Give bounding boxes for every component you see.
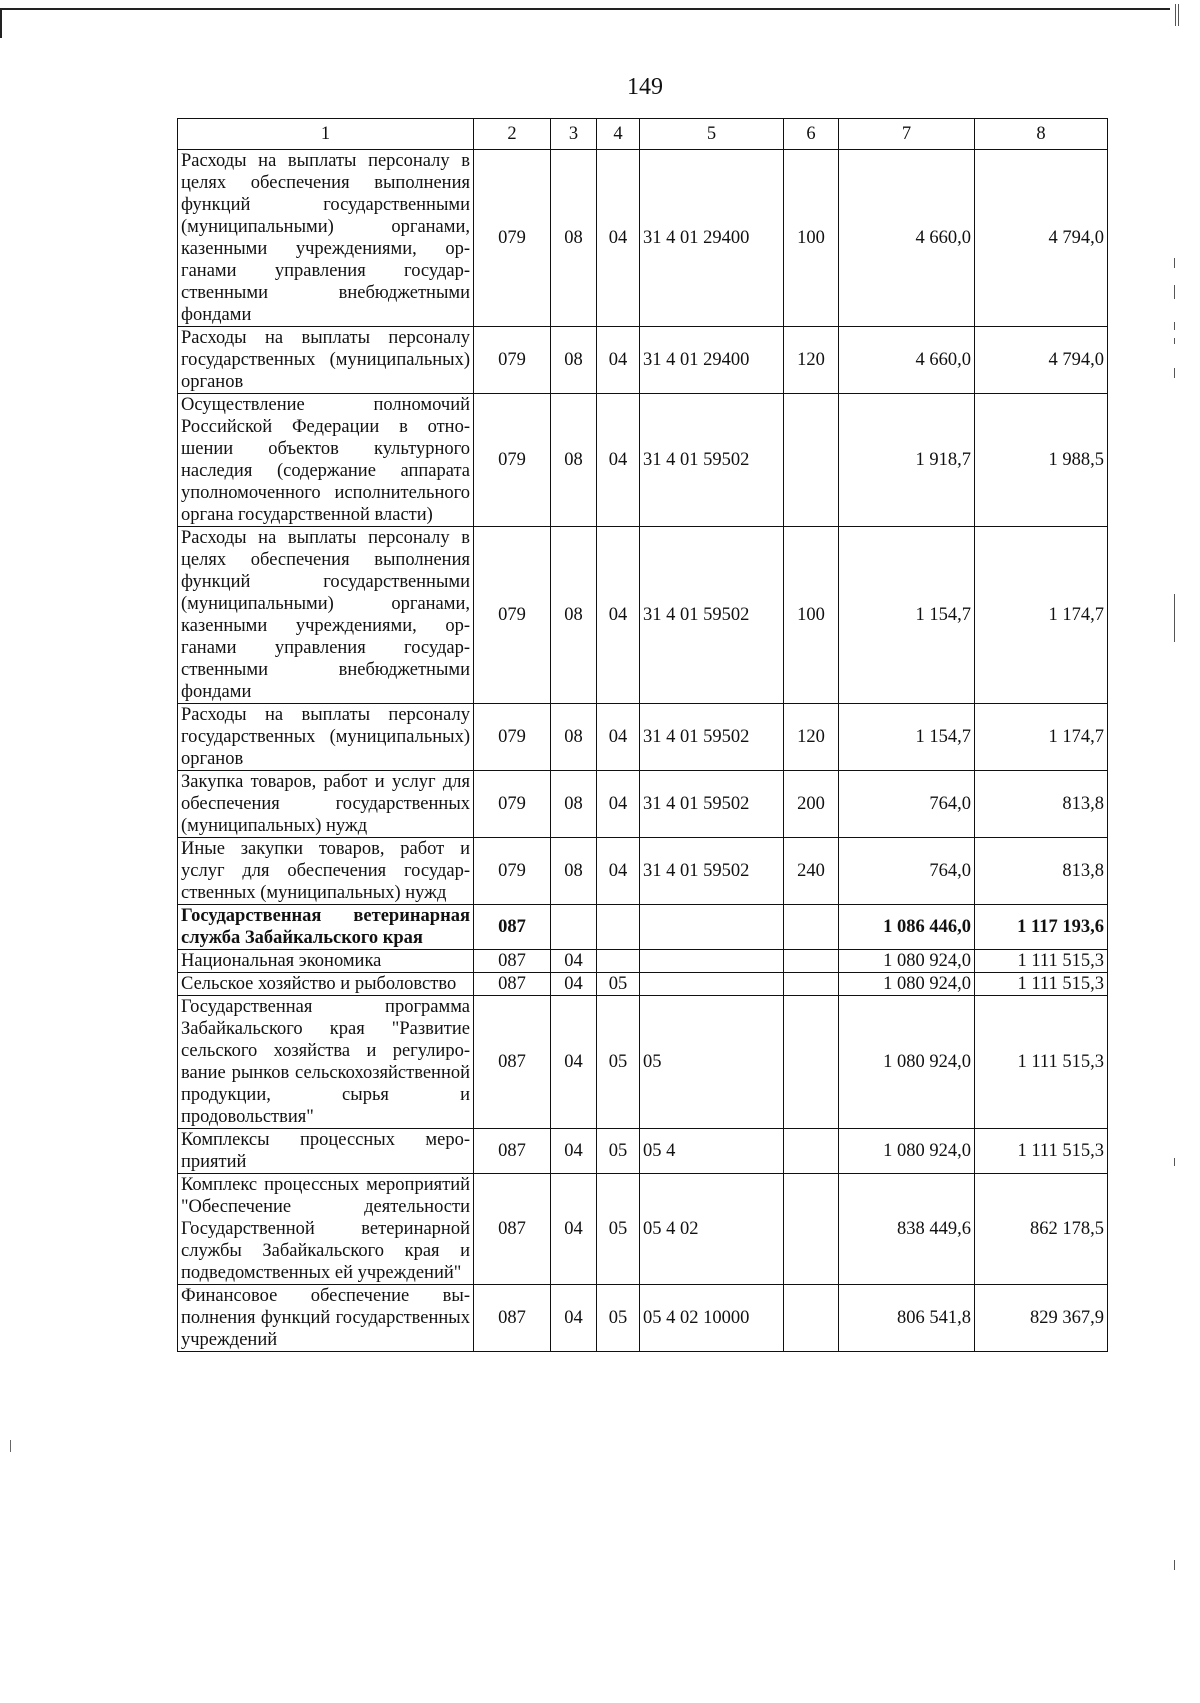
scan-edge-marks-left	[10, 0, 14, 1703]
cell-ministry-code: 079	[474, 838, 551, 905]
cell-target-article	[640, 973, 784, 996]
cell-amount-year2: 1 111 515,3	[975, 1129, 1108, 1174]
cell-ministry-code: 079	[474, 527, 551, 704]
column-header: 5	[640, 119, 784, 150]
cell-amount-year1: 1 080 924,0	[839, 973, 975, 996]
table-row	[178, 527, 1108, 704]
cell-subsection: 05	[597, 996, 640, 1129]
cell-expense-type: 120	[784, 704, 839, 771]
cell-target-article: 05	[640, 996, 784, 1129]
cell-amount-year2: 813,8	[975, 838, 1108, 905]
cell-amount-year2: 829 367,9	[975, 1285, 1108, 1352]
table-row	[178, 973, 1108, 996]
cell-ministry-code: 087	[474, 1174, 551, 1285]
scan-border-left	[0, 8, 2, 38]
cell-subsection: 04	[597, 527, 640, 704]
cell-target-article	[640, 905, 784, 950]
cell-ministry-code: 079	[474, 327, 551, 394]
cell-expense-type	[784, 973, 839, 996]
cell-subsection: 04	[597, 771, 640, 838]
row-description: Закупка товаров, работ и услуг для обеспечения государственных (муниципальных) нужд	[178, 771, 474, 838]
column-header: 4	[597, 119, 640, 150]
scan-edge-marks-right	[1174, 0, 1180, 1703]
row-description: Иные закупки товаров, работ и услуг для обеспечения государственных (муниципальных) нужд	[178, 838, 474, 905]
cell-subsection: 04	[597, 704, 640, 771]
cell-section: 08	[551, 771, 597, 838]
row-description: Комплексы процессных мероприятий	[178, 1129, 474, 1174]
cell-subsection: 05	[597, 1285, 640, 1352]
column-header: 3	[551, 119, 597, 150]
column-header: 8	[975, 119, 1108, 150]
cell-target-article: 31 4 01 59502	[640, 771, 784, 838]
cell-ministry-code: 087	[474, 996, 551, 1129]
cell-ministry-code: 079	[474, 771, 551, 838]
cell-ministry-code: 087	[474, 950, 551, 973]
cell-amount-year2: 862 178,5	[975, 1174, 1108, 1285]
cell-section: 08	[551, 327, 597, 394]
cell-section: 04	[551, 996, 597, 1129]
cell-amount-year2: 1 174,7	[975, 527, 1108, 704]
cell-section: 04	[551, 1174, 597, 1285]
row-description: Финансовое обеспечение выполнения функций государственных учреждений	[178, 1285, 474, 1352]
column-header: 6	[784, 119, 839, 150]
cell-expense-type	[784, 394, 839, 527]
cell-subsection: 05	[597, 1129, 640, 1174]
cell-subsection	[597, 905, 640, 950]
cell-target-article: 31 4 01 29400	[640, 150, 784, 327]
cell-ministry-code: 079	[474, 394, 551, 527]
cell-expense-type: 100	[784, 527, 839, 704]
row-description: Сельское хозяйство и рыболовство	[178, 973, 474, 996]
cell-amount-year2: 1 111 515,3	[975, 950, 1108, 973]
cell-target-article: 31 4 01 29400	[640, 327, 784, 394]
cell-amount-year1: 1 080 924,0	[839, 996, 975, 1129]
row-description: Расходы на выплаты персоналу государственных (муниципальных) органов	[178, 704, 474, 771]
row-description: Комплекс процессных мероприятий "Обеспечение деятельности Государственной ветеринарной службы Забайкальского края и подведомственных ей учреждений"	[178, 1174, 474, 1285]
header-row	[178, 119, 1108, 150]
row-description: Национальная экономика	[178, 950, 474, 973]
cell-expense-type: 100	[784, 150, 839, 327]
cell-expense-type	[784, 1129, 839, 1174]
cell-section: 08	[551, 838, 597, 905]
cell-subsection: 04	[597, 327, 640, 394]
row-description: Государственная ветеринарная служба Забайкальского края	[178, 905, 474, 950]
cell-section: 04	[551, 1129, 597, 1174]
cell-expense-type: 120	[784, 327, 839, 394]
table-row	[178, 771, 1108, 838]
cell-amount-year1: 1 154,7	[839, 527, 975, 704]
cell-amount-year1: 4 660,0	[839, 150, 975, 327]
cell-amount-year2: 813,8	[975, 771, 1108, 838]
cell-amount-year2: 1 117 193,6	[975, 905, 1108, 950]
cell-subsection: 04	[597, 838, 640, 905]
cell-target-article: 31 4 01 59502	[640, 394, 784, 527]
cell-amount-year1: 1 086 446,0	[839, 905, 975, 950]
cell-amount-year2: 4 794,0	[975, 327, 1108, 394]
cell-target-article: 05 4	[640, 1129, 784, 1174]
cell-ministry-code: 079	[474, 704, 551, 771]
cell-target-article: 31 4 01 59502	[640, 527, 784, 704]
cell-section: 08	[551, 527, 597, 704]
cell-amount-year2: 1 174,7	[975, 704, 1108, 771]
table-row	[178, 1129, 1108, 1174]
cell-ministry-code: 079	[474, 150, 551, 327]
cell-expense-type	[784, 905, 839, 950]
table-row	[178, 704, 1108, 771]
budget-table	[177, 118, 1108, 1352]
cell-expense-type	[784, 1285, 839, 1352]
cell-amount-year2: 1 988,5	[975, 394, 1108, 527]
cell-expense-type: 240	[784, 838, 839, 905]
row-description: Расходы на выплаты персоналу в целях обеспечения выполнения функций государственными (муниципальными) органами, казенными учреждениями, органами управления государственными внебюджетными фондами	[178, 527, 474, 704]
table-row	[178, 150, 1108, 327]
cell-section: 08	[551, 150, 597, 327]
cell-section: 08	[551, 394, 597, 527]
cell-amount-year2: 1 111 515,3	[975, 973, 1108, 996]
row-description: Осуществление полномочий Российской Федерации в отношении объектов культурного наследия (содержание аппарата уполномоченного исполнительного органа государственной власти)	[178, 394, 474, 527]
cell-section: 04	[551, 973, 597, 996]
cell-subsection: 05	[597, 973, 640, 996]
cell-section: 04	[551, 950, 597, 973]
cell-ministry-code: 087	[474, 973, 551, 996]
table-row	[178, 838, 1108, 905]
cell-ministry-code: 087	[474, 905, 551, 950]
table-row	[178, 1285, 1108, 1352]
cell-amount-year1: 1 154,7	[839, 704, 975, 771]
cell-target-article: 05 4 02	[640, 1174, 784, 1285]
cell-expense-type: 200	[784, 771, 839, 838]
cell-amount-year2: 4 794,0	[975, 150, 1108, 327]
cell-expense-type	[784, 996, 839, 1129]
column-header: 1	[178, 119, 474, 150]
cell-target-article: 05 4 02 10000	[640, 1285, 784, 1352]
cell-amount-year1: 1 080 924,0	[839, 1129, 975, 1174]
cell-amount-year1: 764,0	[839, 838, 975, 905]
table-row	[178, 950, 1108, 973]
cell-ministry-code: 087	[474, 1129, 551, 1174]
cell-target-article: 31 4 01 59502	[640, 704, 784, 771]
row-description: Государственная программа Забайкальского края "Развитие сельского хозяйства и регулирование рынков сельскохозяйственной продукции, сырья и продовольствия"	[178, 996, 474, 1129]
cell-amount-year1: 4 660,0	[839, 327, 975, 394]
cell-amount-year2: 1 111 515,3	[975, 996, 1108, 1129]
column-header: 7	[839, 119, 975, 150]
column-header: 2	[474, 119, 551, 150]
table-row	[178, 1174, 1108, 1285]
cell-section: 04	[551, 1285, 597, 1352]
cell-amount-year1: 1 918,7	[839, 394, 975, 527]
cell-amount-year1: 764,0	[839, 771, 975, 838]
row-description: Расходы на выплаты персоналу государственных (муниципальных) органов	[178, 327, 474, 394]
table-row	[178, 394, 1108, 527]
cell-subsection: 04	[597, 394, 640, 527]
table-body	[178, 150, 1108, 1352]
page-number: 149	[627, 74, 663, 100]
cell-expense-type	[784, 1174, 839, 1285]
table-row	[178, 996, 1108, 1129]
cell-target-article	[640, 950, 784, 973]
cell-amount-year1: 838 449,6	[839, 1174, 975, 1285]
cell-subsection: 05	[597, 1174, 640, 1285]
table-row	[178, 905, 1108, 950]
row-description: Расходы на выплаты персоналу в целях обеспечения выполнения функций государственными (муниципальными) органами, казенными учреждениями, органами управления государственными внебюджетными фондами	[178, 150, 474, 327]
cell-ministry-code: 087	[474, 1285, 551, 1352]
cell-subsection	[597, 950, 640, 973]
scan-border-top	[0, 8, 1170, 10]
cell-amount-year1: 1 080 924,0	[839, 950, 975, 973]
table-row	[178, 327, 1108, 394]
cell-section: 08	[551, 704, 597, 771]
cell-amount-year1: 806 541,8	[839, 1285, 975, 1352]
cell-subsection: 04	[597, 150, 640, 327]
cell-target-article: 31 4 01 59502	[640, 838, 784, 905]
cell-expense-type	[784, 950, 839, 973]
cell-section	[551, 905, 597, 950]
